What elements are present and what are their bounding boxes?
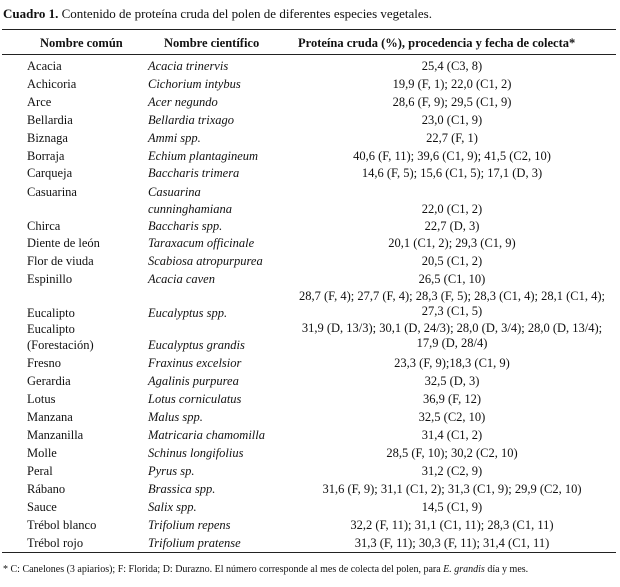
cell-protein: 14,6 (F, 5); 15,6 (C1, 5); 17,1 (D, 3) (361, 166, 543, 180)
table-row (0, 75, 620, 93)
cell-scientific-name: Lotus corniculatus (148, 392, 242, 406)
cell-scientific-name: Trifolium pratense (148, 536, 241, 550)
header-common-name: Nombre común (40, 36, 123, 50)
cell-scientific-name: Cichorium intybus (148, 77, 241, 91)
table-row (0, 408, 620, 426)
cell-scientific-name: Eucalyptus grandis (148, 338, 245, 352)
cell-protein: 14,5 (C1, 9) (421, 500, 483, 514)
table-row (0, 288, 620, 321)
top-rule (2, 29, 616, 30)
footnote-prefix: * C: Canelones (3 apiarios); F: Florida; D: Durazno. El número corresponde al mes de colecta del polen, para (3, 564, 441, 575)
cell-common-name: Trébol rojo (27, 536, 84, 550)
cell-protein: 23,0 (C1, 9) (421, 113, 483, 127)
cell-scientific-name: Fraxinus excelsior (148, 356, 242, 370)
cell-scientific-name: Pyrus sp. (148, 464, 195, 478)
cell-common-name: Casuarina (27, 185, 77, 199)
cell-scientific-name: Taraxacum officinale (148, 236, 255, 250)
footnote-suffix: día y mes. (487, 564, 529, 575)
table-row (0, 534, 620, 552)
footnote (3, 564, 528, 575)
cell-scientific-name: Acer negundo (148, 95, 218, 109)
table-row (0, 462, 620, 480)
header-protein: Proteína cruda (%), procedencia y fecha de colecta* (298, 36, 576, 50)
caption-text: Contenido de proteína cruda del polen de diferentes especies vegetales. (61, 6, 432, 21)
cell-common-name: Eucalipto (Forestación) (27, 322, 94, 352)
cell-protein: 20,1 (C1, 2); 29,3 (C1, 9) (388, 236, 516, 250)
cell-scientific-name: Scabiosa atropurpurea (148, 254, 263, 268)
table-row (0, 93, 620, 111)
table-row (0, 444, 620, 462)
cell-protein: 26,5 (C1, 10) (418, 272, 486, 286)
cell-protein: 31,3 (F, 11); 30,3 (F, 11); 31,4 (C1, 11) (354, 536, 550, 550)
cell-scientific-name: Casuarina cunninghamiana (148, 185, 233, 216)
table-row (0, 270, 620, 288)
cell-common-name: Trébol blanco (27, 518, 97, 532)
bottom-rule (2, 552, 616, 553)
cell-common-name: Sauce (27, 500, 57, 514)
cell-common-name: Eucalipto (27, 306, 75, 320)
cell-scientific-name: Echium plantagineum (148, 149, 259, 163)
cell-common-name: Manzana (27, 410, 73, 424)
table-row (0, 498, 620, 516)
cell-common-name: Achicoria (27, 77, 77, 91)
cell-protein: 23,3 (F, 9);18,3 (C1, 9) (394, 356, 510, 370)
table-row (0, 321, 620, 354)
cell-scientific-name: Salix spp. (148, 500, 197, 514)
cell-common-name: Fresno (27, 356, 62, 370)
table-row (0, 390, 620, 408)
table-row (0, 354, 620, 372)
cell-protein: 32,5 (C2, 10) (418, 410, 486, 424)
cell-protein: 31,6 (F, 9); 31,1 (C1, 2); 31,3 (C1, 9); 29,9 (C2, 10) (322, 482, 582, 496)
cell-protein: 25,4 (C3, 8) (421, 59, 483, 73)
table-row (0, 480, 620, 498)
cell-protein: 32,2 (F, 11); 31,1 (C1, 11); 28,3 (C1, 11) (350, 518, 554, 532)
table-row (0, 129, 620, 147)
table-row (0, 111, 620, 129)
cell-scientific-name: Malus spp. (148, 410, 203, 424)
table-row (0, 57, 620, 75)
footnote-species: E. grandis (443, 564, 485, 575)
cell-protein: 22,0 (C1, 2) (421, 202, 483, 216)
cell-protein: 28,6 (F, 9); 29,5 (C1, 9) (392, 95, 512, 109)
cell-common-name: Manzanilla (27, 428, 84, 442)
cell-protein: 31,4 (C1, 2) (421, 428, 483, 442)
cell-scientific-name: Brassica spp. (148, 482, 216, 496)
cell-scientific-name: Schinus longifolius (148, 446, 244, 460)
cell-scientific-name: Acacia caven (148, 272, 215, 286)
cell-common-name: Lotus (27, 392, 56, 406)
header-rule (2, 54, 616, 55)
cell-scientific-name: Trifolium repens (148, 518, 231, 532)
cell-protein: 36,9 (F, 12) (422, 392, 482, 406)
table-caption (3, 6, 432, 22)
cell-scientific-name: Bellardia trixago (148, 113, 234, 127)
cell-common-name: Diente de león (27, 236, 100, 250)
table-row (0, 252, 620, 270)
cell-common-name: Acacia (27, 59, 62, 73)
cell-protein: 31,9 (D, 13/3); 30,1 (D, 24/3); 28,0 (D, 3/4); 28,0 (D, 13/4); 17,9 (D, 28/4) (301, 321, 603, 350)
cell-scientific-name: Baccharis spp. (148, 219, 223, 233)
cell-protein: 19,9 (F, 1); 22,0 (C1, 2) (392, 77, 512, 91)
cell-common-name: Espinillo (27, 272, 73, 286)
cell-protein: 32,5 (D, 3) (424, 374, 480, 388)
cell-common-name: Flor de viuda (27, 254, 94, 268)
cell-common-name: Carqueja (27, 166, 73, 180)
table-row (0, 426, 620, 444)
cell-scientific-name: Baccharis trimera (148, 166, 240, 180)
table-row (0, 372, 620, 390)
cell-scientific-name: Agalinis purpurea (148, 374, 239, 388)
cell-common-name: Biznaga (27, 131, 68, 145)
cell-common-name: Arce (27, 95, 52, 109)
cell-scientific-name: Ammi spp. (148, 131, 201, 145)
cell-scientific-name: Eucalyptus spp. (148, 306, 228, 320)
cell-protein: 28,7 (F, 4); 27,7 (F, 4); 28,3 (F, 5); 28,3 (C1, 4); 28,1 (C1, 4); 27,3 (C1, 5) (298, 289, 606, 318)
cell-common-name: Molle (27, 446, 57, 460)
header-scientific-name: Nombre científico (164, 36, 260, 50)
cell-common-name: Rábano (27, 482, 66, 496)
table-row (0, 147, 620, 164)
cell-protein: 31,2 (C2, 9) (421, 464, 483, 478)
cell-protein: 28,5 (F, 10); 30,2 (C2, 10) (386, 446, 518, 460)
table-row (0, 183, 620, 217)
cell-scientific-name: Acacia trinervis (148, 59, 229, 73)
cell-common-name: Borraja (27, 149, 65, 163)
cell-common-name: Chirca (27, 219, 61, 233)
cell-protein: 22,7 (D, 3) (424, 219, 480, 233)
table-row (0, 516, 620, 534)
table-row (0, 217, 620, 234)
cell-protein: 40,6 (F, 11); 39,6 (C1, 9); 41,5 (C2, 10) (353, 149, 551, 163)
cell-scientific-name: Matricaria chamomilla (148, 428, 266, 442)
cell-common-name: Bellardia (27, 113, 73, 127)
table-row (0, 234, 620, 252)
cell-common-name: Gerardia (27, 374, 71, 388)
cell-common-name: Peral (27, 464, 53, 478)
table-row (0, 164, 620, 183)
cell-protein: 20,5 (C1, 2) (421, 254, 483, 268)
cell-protein: 22,7 (F, 1) (426, 131, 478, 145)
caption-label: Cuadro 1. (3, 6, 59, 21)
